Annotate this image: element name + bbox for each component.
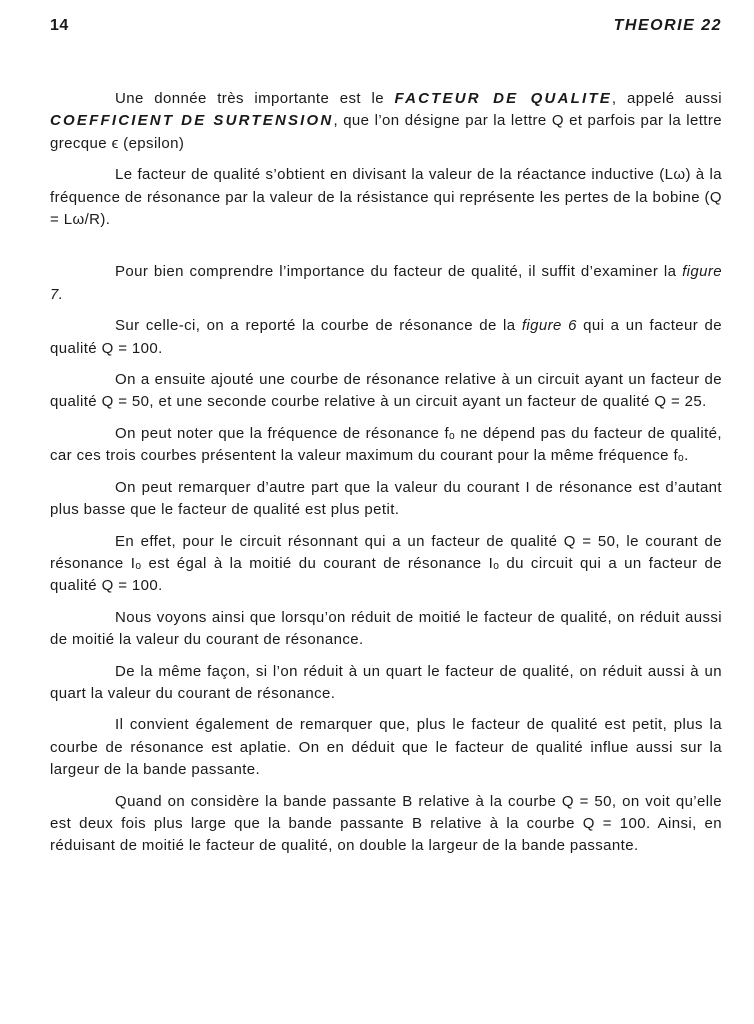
- paragraph: Pour bien comprendre l’importance du facteur de qualité, il suffit d’examiner la figure 7.: [50, 263, 722, 303]
- term-coefficient-de-surtension: COEFFICIENT DE SURTENSION: [50, 112, 334, 130]
- paragraph-quality-factor-definition: Une donnée très importante est le FACTEUR DE QUALITE, appelé aussi COEFFICIENT DE SURTENSION, que l’on désigne par la lettre Q et parfois par la lettre grecque ϵ (epsilon): [50, 90, 723, 152]
- paragraph: Quand on considère la bande passante B relative à la courbe Q = 50, on voit qu’elle est deux fois plus large que la bande passante B relative à la courbe Q = 100. Ainsi, en réduisant de moitié le facteur de qualité, on double la largeur de la bande passante.: [50, 792, 722, 855]
- paragraph: Il convient également de remarquer que, plus le facteur de qualité est petit, plus la courbe de résonance est aplatie. On en déduit que le facteur de qualité influe aussi sur la largeur de la bande passante.: [50, 716, 722, 779]
- figure-reference: figure 6: [521, 317, 577, 335]
- paragraph: On peut remarquer d’autre part que la valeur du courant I de résonance est d’autant plus basse que le facteur de qualité est plus petit.: [50, 478, 722, 519]
- figure-reference: figure 7.: [50, 263, 722, 303]
- paragraph: Nous voyons ainsi que lorsqu’on réduit de moitié le facteur de qualité, on réduit aussi de moitié la valeur du courant de résonance.: [50, 608, 722, 649]
- paragraph: On a ensuite ajouté une courbe de résonance relative à un circuit ayant un facteur de qualité Q = 50, et une seconde courbe relative à un circuit ayant un facteur de qualité Q = 25.: [50, 371, 722, 411]
- paragraph: En effet, pour le circuit résonnant qui a un facteur de qualité Q = 50, le courant de résonance Iₒ est égal à la moitié du courant de résonance Iₒ du circuit qui a un facteur de qualité Q = 100.: [50, 532, 722, 595]
- term-facteur-de-qualite: FACTEUR DE QUALITE: [394, 90, 612, 107]
- body-text: [50, 88, 722, 867]
- running-title: THEORIE 22: [613, 17, 722, 34]
- page-number: 14: [50, 17, 69, 34]
- paragraph: De la même façon, si l’on réduit à un quart le facteur de qualité, on réduit aussi à un quart la valeur du courant de résonance.: [50, 662, 722, 702]
- paragraph: On peut noter que la fréquence de résonance fₒ ne dépend pas du facteur de qualité, car ces trois courbes présentent la valeur maximum du courant pour la même fréquence fₒ.: [50, 424, 722, 465]
- paragraph: Sur celle-ci, on a reporté la courbe de résonance de la figure 6 qui a un facteur de qualité Q = 100.: [50, 317, 722, 357]
- paragraph: Le facteur de qualité s’obtient en divisant la valeur de la réactance inductive (Lω) à la fréquence de résonance par la valeur de la résistance qui représente les pertes de la bobine (Q = Lω/R).: [50, 166, 722, 229]
- page-header: [50, 17, 722, 39]
